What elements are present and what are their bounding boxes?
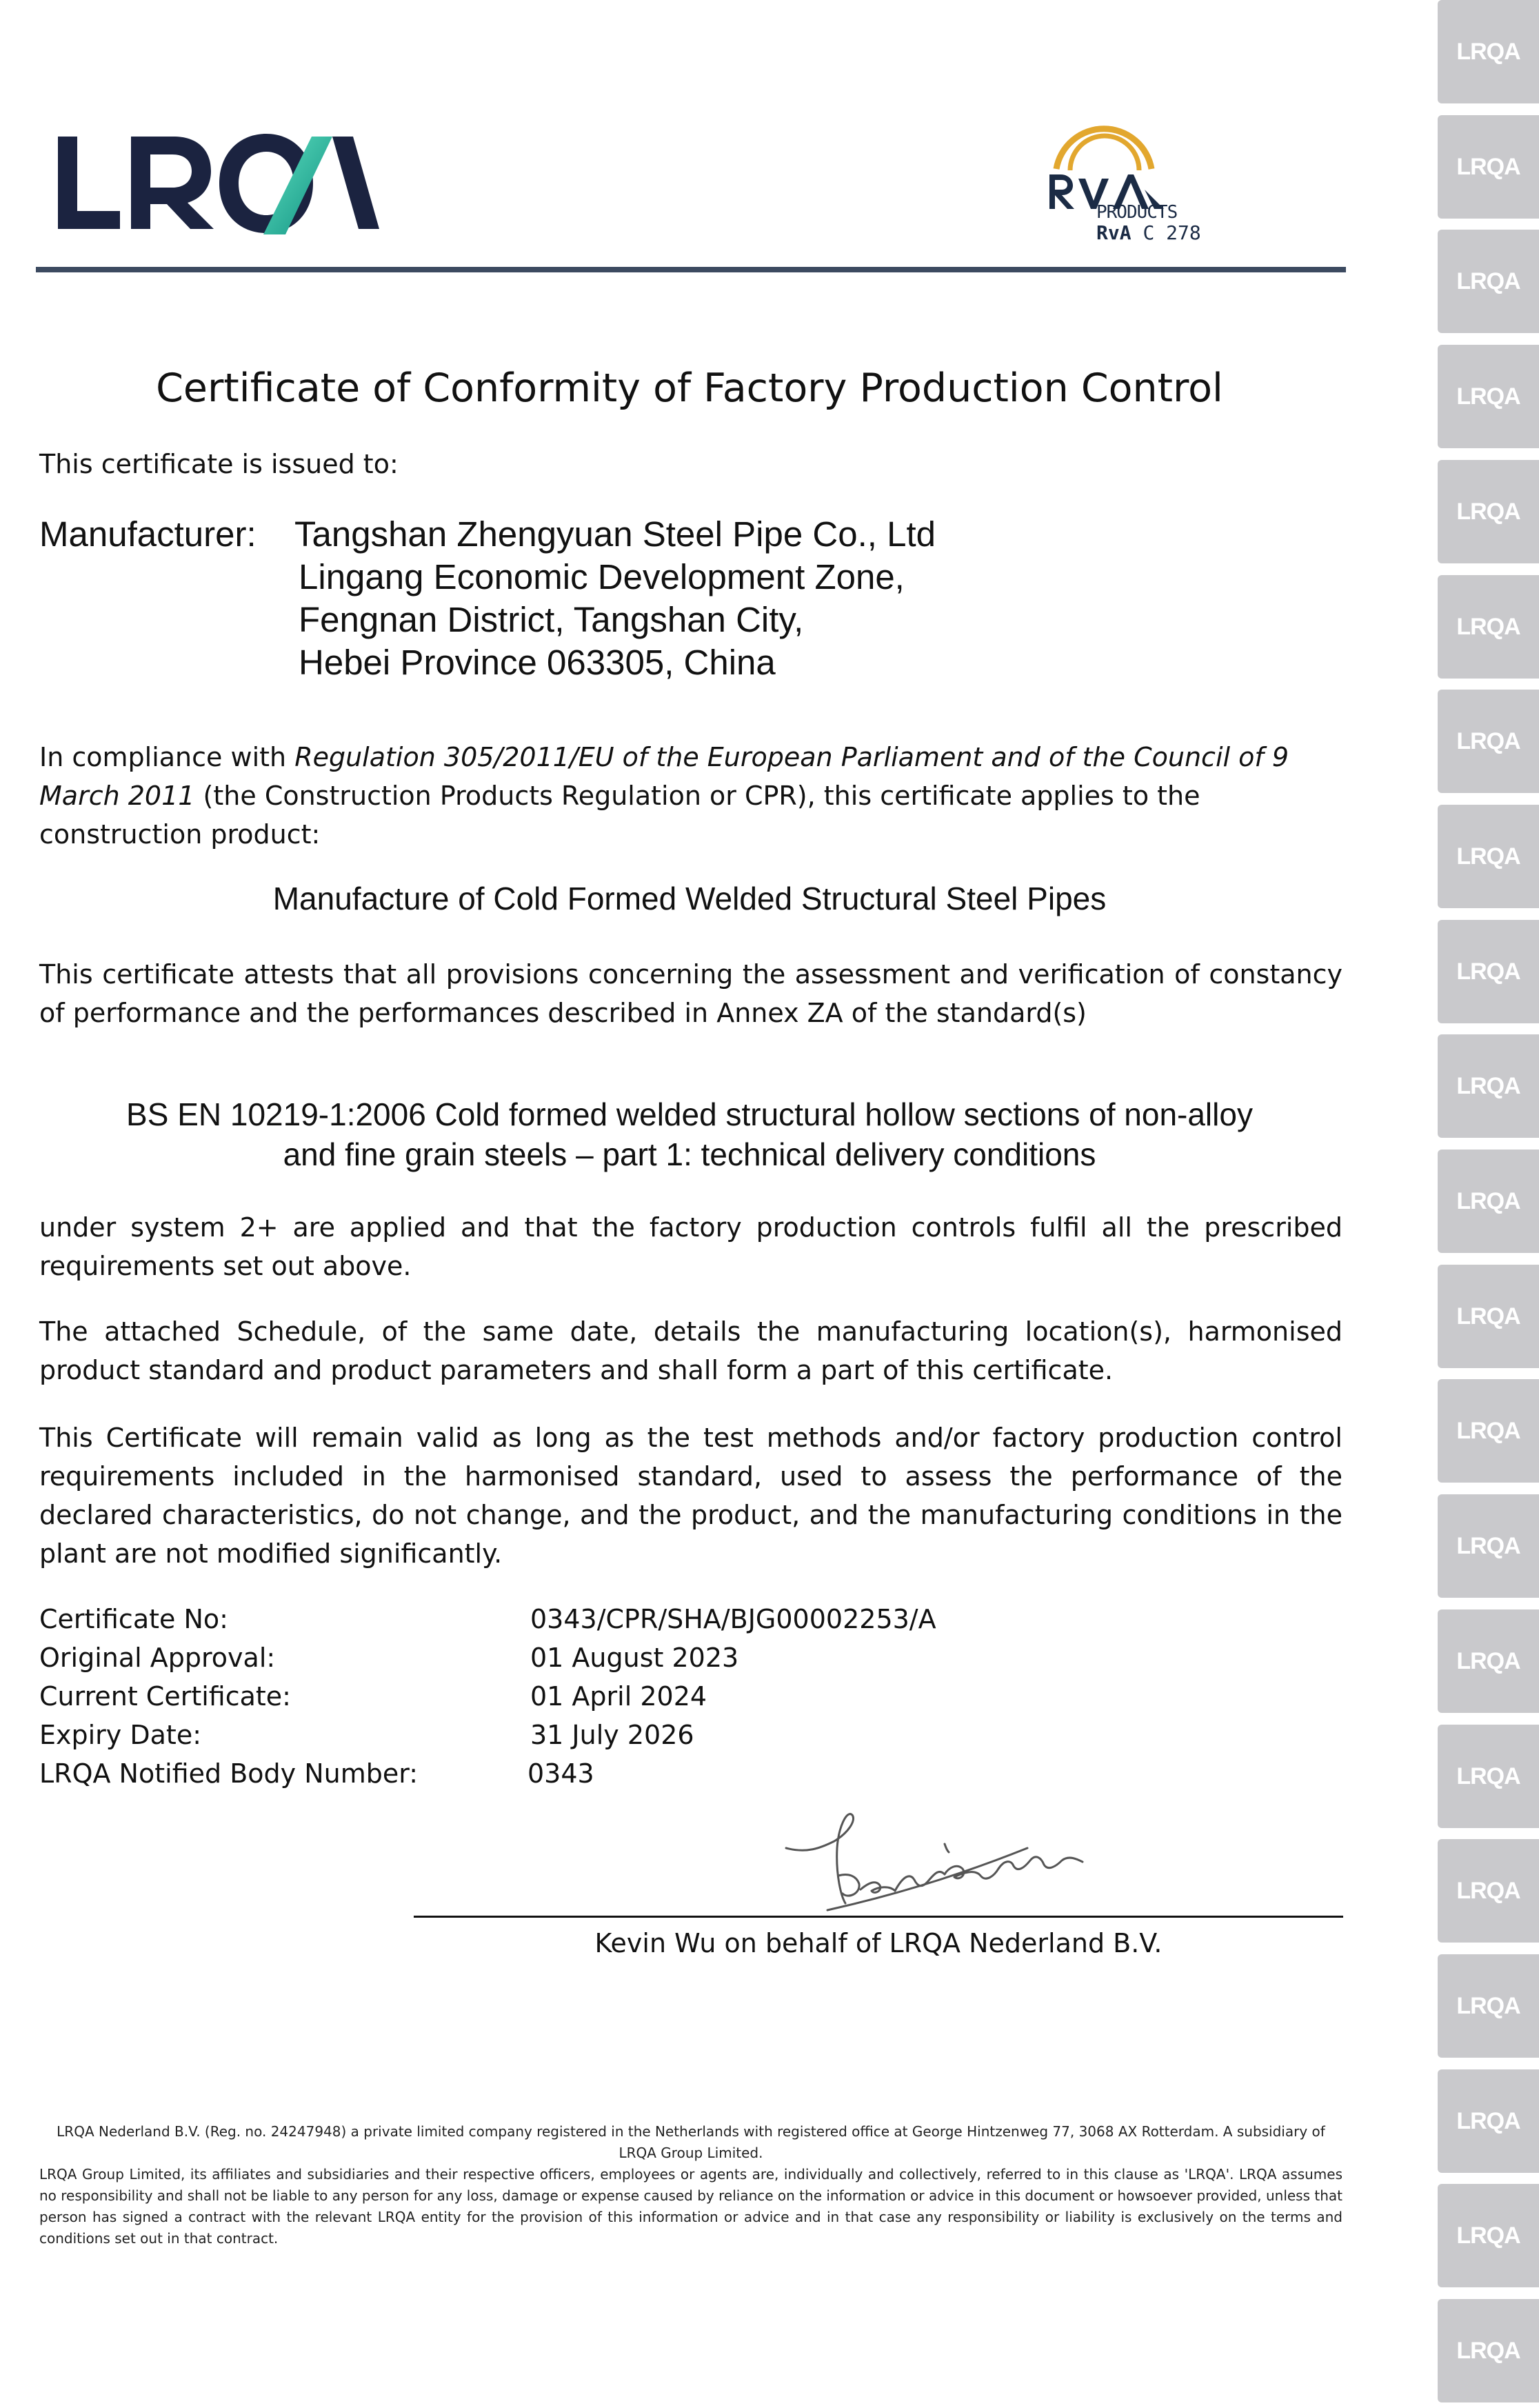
schedule-paragraph: The attached Schedule, of the same date, details the manufacturing location(s), harmonised product standard and product parameters and shall form a part of this certificate.	[39, 1316, 1342, 1385]
side-tab-lrqa: LRQA	[1438, 1954, 1539, 2058]
side-tab-lrqa: LRQA	[1438, 460, 1539, 563]
side-tab-lrqa: LRQA	[1438, 805, 1539, 908]
side-tab-lrqa: LRQA	[1438, 0, 1539, 103]
footer-liability-disclaimer: LRQA Group Limited, its affiliates and subsidiaries and their respective officers, employees or agents are, individually and collectively, referred to in this clause as 'LRQA'. LRQA assumes no responsibility and shall not be liable to any person for any loss, damage or expense caused by reliance on the information or advice in this document or howsoever provided, unless that person has signed a contract with the relevant LRQA entity for the provision of this information or advice and in that case any responsibility or liability is exclusively on the terms and conditions set out in that contract.	[39, 2166, 1342, 2247]
detail-row-expiry-date	[39, 1716, 936, 1754]
validity-paragraph: This Certificate will remain valid as long as the test methods and/or factory production control requirements included in the harmonised standard, used to assess the performance of the declared characteristics, do not change, and the product, and the manufacturing conditions in the plant are not modified significantly.	[39, 1423, 1342, 1569]
detail-label: LRQA Notified Body Number:	[39, 1758, 418, 1789]
compliance-paragraph	[39, 738, 1342, 854]
attestation-paragraph: This certificate attests that all provisions concerning the assessment and verification of constancy of performance and the performances described in Annex ZA of the standard(s)	[39, 959, 1342, 1028]
side-tab-lrqa: LRQA	[1438, 575, 1539, 679]
lrqa-logo	[57, 131, 381, 241]
side-tab-lrqa: LRQA	[1438, 2069, 1539, 2173]
signatory-name: Kevin Wu on behalf of LRQA Nederland B.V.	[594, 1928, 1163, 1958]
side-tab-lrqa: LRQA	[1438, 1034, 1539, 1138]
side-tab-lrqa: LRQA	[1438, 2299, 1539, 2402]
side-tab-lrqa: LRQA	[1438, 1265, 1539, 1368]
detail-row-current-certificate	[39, 1677, 936, 1716]
side-tab-lrqa: LRQA	[1438, 2184, 1539, 2287]
certificate-title: Certificate of Conformity of Factory Production Control	[156, 365, 1223, 411]
detail-value: 01 August 2023	[530, 1643, 739, 1673]
side-tab-lrqa: LRQA	[1438, 230, 1539, 333]
side-tab-lrqa: LRQA	[1438, 345, 1539, 448]
footer-company-registration: LRQA Nederland B.V. (Reg. no. 24247948) a private limited company registered in the Netherlands with registered office at George Hintzenweg 77, 3068 AX Rotterdam. A subsidiary of LRQA Group Limited.	[57, 2123, 1325, 2161]
rva-code-bold: RvA	[1096, 221, 1131, 244]
legal-footer	[39, 2121, 1342, 2249]
manufacturer-address-line: Hebei Province 063305, China	[299, 643, 776, 682]
system-paragraph: under system 2+ are applied and that the factory production controls fulfil all the prescribed requirements set out above.	[39, 1212, 1342, 1281]
manufacturer-address-line: Lingang Economic Development Zone,	[299, 557, 905, 596]
manufacturer-name: Tangshan Zhengyuan Steel Pipe Co., Ltd	[294, 514, 936, 554]
product-description: Manufacture of Cold Formed Welded Structural Steel Pipes	[272, 881, 1107, 916]
detail-value: 31 July 2026	[530, 1720, 694, 1750]
compliance-regulation: Regulation 305/2011/EU of the European Parliament and of the Council of 9 March 2011	[39, 742, 1289, 811]
rva-accreditation-mark	[1041, 121, 1201, 265]
detail-row-certificate-no	[39, 1600, 936, 1638]
detail-label: Original Approval:	[39, 1643, 276, 1673]
detail-label: Certificate No:	[39, 1604, 228, 1634]
side-tab-lrqa: LRQA	[1438, 1150, 1539, 1253]
manufacturer-label: Manufacturer:	[39, 514, 256, 554]
compliance-suffix: (the Construction Products Regulation or CPR), this certificate applies to the construction product:	[39, 781, 1200, 850]
side-tab-strip	[1436, 0, 1539, 2408]
detail-value: 01 April 2024	[530, 1681, 707, 1712]
header-divider	[36, 267, 1346, 272]
side-tab-lrqa: LRQA	[1438, 1725, 1539, 1828]
manufacturer-block	[39, 513, 936, 684]
issued-to-text: This certificate is issued to:	[39, 449, 399, 479]
standard-line: BS EN 10219-1:2006 Cold formed welded structural hollow sections of non-alloy	[126, 1096, 1253, 1132]
detail-value: 0343	[527, 1758, 594, 1789]
detail-row-original-approval	[39, 1638, 936, 1677]
manufacturer-address-line: Fengnan District, Tangshan City,	[299, 600, 804, 639]
side-tab-lrqa: LRQA	[1438, 1494, 1539, 1598]
handwritten-signature	[779, 1772, 1138, 1938]
side-tab-lrqa: LRQA	[1438, 115, 1539, 219]
rva-code	[1096, 221, 1201, 244]
rva-products-label: PRODUCTS	[1096, 202, 1178, 223]
compliance-prefix: In compliance with	[39, 742, 295, 772]
side-tab-lrqa: LRQA	[1438, 1839, 1539, 1943]
side-tab-lrqa: LRQA	[1438, 1609, 1539, 1713]
side-tab-lrqa: LRQA	[1438, 690, 1539, 793]
rva-code-number: C 278	[1143, 221, 1201, 244]
side-tab-lrqa: LRQA	[1438, 920, 1539, 1023]
detail-label: Current Certificate:	[39, 1681, 291, 1712]
detail-label: Expiry Date:	[39, 1720, 201, 1750]
signature-line	[414, 1916, 1343, 1918]
standard-line: and fine grain steels – part 1: technical delivery conditions	[283, 1136, 1096, 1172]
certificate-details	[39, 1600, 936, 1793]
detail-value: 0343/CPR/SHA/BJG00002253/A	[530, 1604, 936, 1634]
harmonised-standard	[0, 1094, 1379, 1174]
side-tab-lrqa: LRQA	[1438, 1379, 1539, 1483]
